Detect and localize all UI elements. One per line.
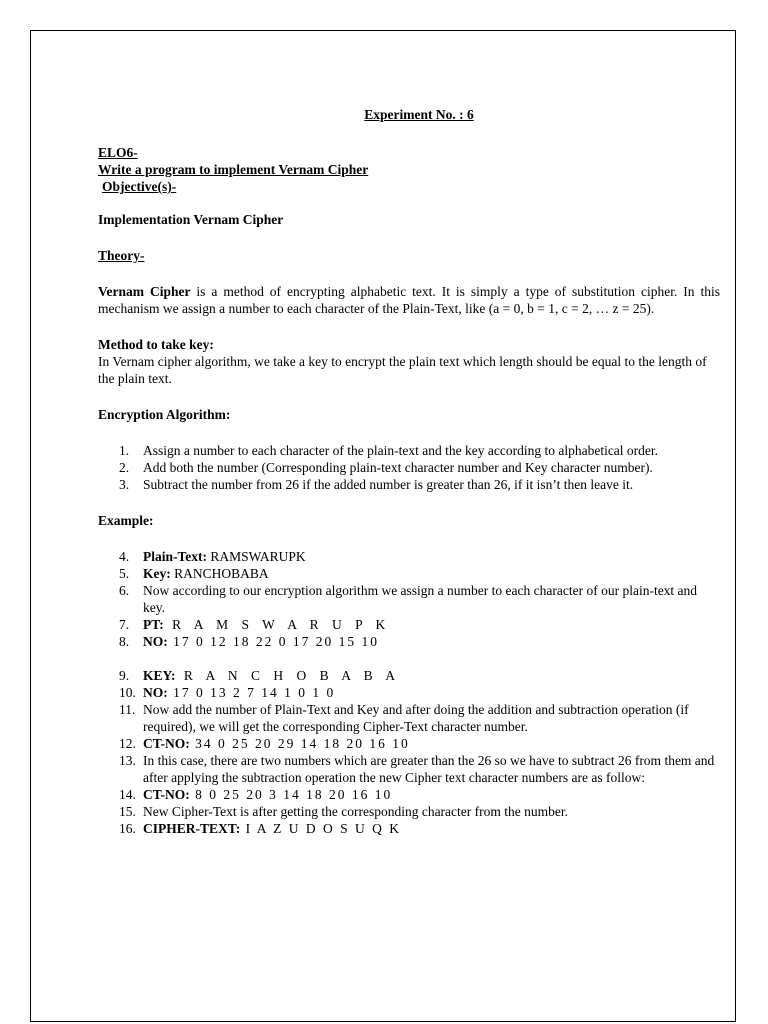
list-item: 5. Key: RANCHOBABA (119, 566, 269, 581)
list-item: 6. Now according to our encryption algorithm we assign a number to each character of our plain-text and key. (119, 583, 698, 615)
objective-label: Objective(s)- (102, 179, 177, 194)
list-item: 13. In this case, there are two numbers which are greater than the 26 so we have to subtract 26 from them and after applying the subtraction operation the new Cipher text character numbers are as follow: (119, 753, 715, 785)
list-item: 9. KEY: R A N C H O B A B A (119, 668, 401, 683)
example-heading: Example: (98, 513, 154, 528)
list-item: 14. CT-NO: 8 0 25 20 3 14 18 20 16 10 (119, 787, 393, 802)
theory-text: is a method of encrypting alphabetic text. It is simply a type of substitution cipher. In this mechanism we assign a number to each character of the Plain-Text, like (a = 0, b = 1, c = 2, … z = 25). (98, 284, 720, 316)
elo-label: ELO6- (98, 145, 138, 160)
list-item: 4. Plain-Text: RAMSWARUPK (119, 549, 306, 564)
list-item: 7. PT: R A M S W A R U P K (119, 617, 391, 632)
list-item: 3. Subtract the number from 26 if the added number is greater than 26, if it isn’t then leave it. (119, 477, 634, 492)
method-section (98, 336, 720, 387)
list-item: 8. NO: 17 0 12 18 22 0 17 20 15 10 (119, 634, 379, 649)
document-subtitle: Write a program to implement Vernam Cipher (98, 162, 369, 177)
method-text: In Vernam cipher algorithm, we take a key to encrypt the plain text which length should be equal to the length of the plain text. (98, 354, 707, 386)
encryption-steps-list (98, 442, 720, 493)
theory-lead-term: Vernam Cipher (98, 284, 191, 299)
list-item: 2. Add both the number (Corresponding plain-text character number and Key character number). (119, 460, 653, 475)
list-item: 15. New Cipher-Text is after getting the corresponding character from the number. (119, 804, 569, 819)
experiment-title: Experiment No. : 6 (364, 107, 474, 122)
theory-heading: Theory- (98, 248, 145, 263)
list-item: 10. NO: 17 0 13 2 7 14 1 0 1 0 (119, 685, 336, 700)
list-item: 11. Now add the number of Plain-Text and Key and after doing the addition and subtraction operation (if required), we will get the corresponding Cipher-Text character number. (119, 702, 689, 734)
encryption-heading: Encryption Algorithm: (98, 407, 231, 422)
document-page (30, 30, 736, 1022)
method-heading: Method to take key: (98, 337, 214, 352)
list-item: 12. CT-NO: 34 0 25 20 29 14 18 20 16 10 (119, 736, 410, 751)
document-content (98, 106, 720, 837)
objective-text: Implementation Vernam Cipher (98, 212, 284, 227)
list-item: 16. CIPHER-TEXT: I A Z U D O S U Q K (119, 821, 402, 836)
example-list (98, 548, 720, 837)
theory-paragraph (98, 283, 720, 317)
list-item: 1. Assign a number to each character of the plain-text and the key according to alphabetical order. (119, 443, 659, 458)
